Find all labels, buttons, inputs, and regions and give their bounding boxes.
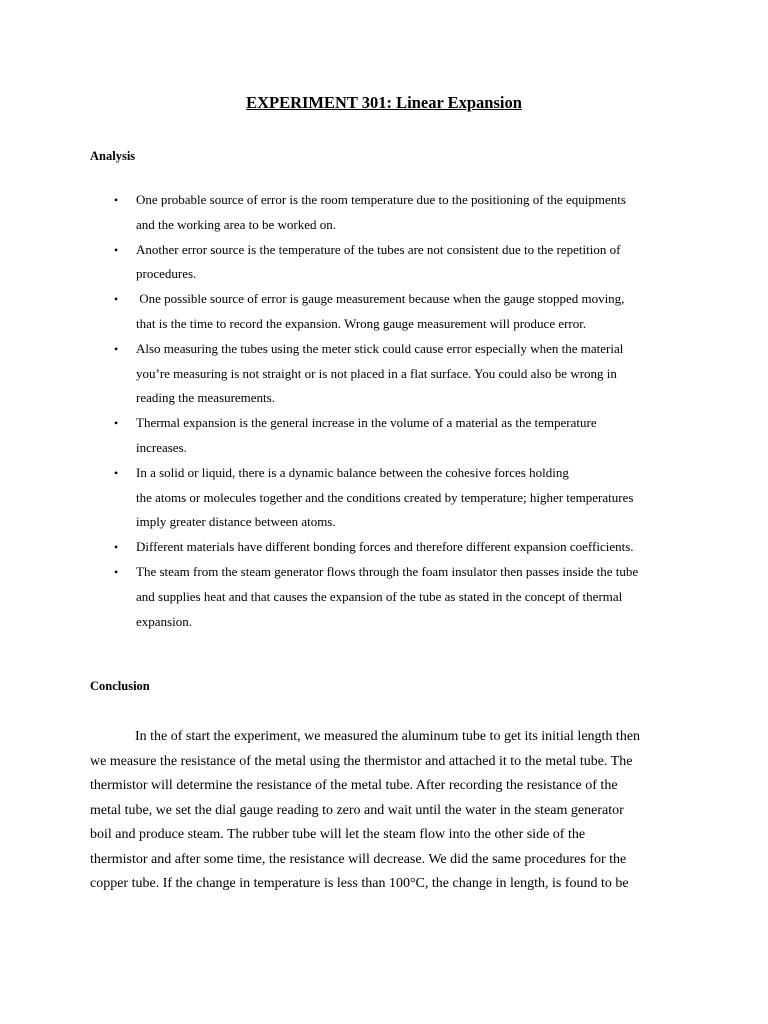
bullet-dot-icon: • <box>114 242 119 257</box>
bullet-text-line: expansion. <box>136 613 192 629</box>
document-title: EXPERIMENT 301: Linear Expansion <box>246 93 522 112</box>
bullet-text-line: Another error source is the temperature of the tubes are not consistent due to the repetition of <box>136 241 621 257</box>
conclusion-text-line: thermistor will determine the resistance of the metal tube. After recording the resistance of the <box>90 778 618 793</box>
conclusion-text-line: boil and produce steam. The rubber tube will let the steam flow into the other side of the <box>90 827 586 842</box>
analysis-bullet-list <box>0 188 768 634</box>
bullet-dot-icon: • <box>114 341 119 356</box>
analysis-bullet <box>0 560 768 634</box>
analysis-bullet <box>0 188 768 238</box>
bullet-text-line: the atoms or molecules together and the conditions created by temperature; higher temperatures <box>136 489 634 505</box>
analysis-bullet <box>0 337 768 411</box>
analysis-bullet <box>0 461 768 535</box>
bullet-text-line: Thermal expansion is the general increase in the volume of a material as the temperature <box>136 415 597 431</box>
bullet-text-line: increases. <box>136 439 187 455</box>
analysis-heading: Analysis <box>90 149 136 163</box>
bullet-text-line: Different materials have different bonding forces and therefore different expansion coefficients. <box>136 539 634 555</box>
bullet-text-line: One probable source of error is the room temperature due to the positioning of the equipments <box>136 192 626 207</box>
bullet-dot-icon: • <box>114 465 119 480</box>
conclusion-text-line: In the of start the experiment, we measured the aluminum tube to get its initial length then <box>135 729 641 744</box>
analysis-bullet <box>0 287 768 337</box>
bullet-text-line: and supplies heat and that causes the expansion of the tube as stated in the concept of thermal <box>136 588 623 604</box>
bullet-text-line: The steam from the steam generator flows through the foam insulator then passes inside the tube <box>136 563 639 579</box>
bullet-text-line: imply greater distance between atoms. <box>136 514 336 530</box>
bullet-text-line: that is the time to record the expansion. Wrong gauge measurement will produce error. <box>136 315 587 331</box>
bullet-dot-icon: • <box>114 564 119 579</box>
bullet-dot-icon: • <box>114 416 119 431</box>
conclusion-text-line: metal tube, we set the dial gauge reading to zero and wait until the water in the steam generator <box>90 802 624 818</box>
bullet-dot-icon: • <box>114 292 119 307</box>
bullet-text-line: In a solid or liquid, there is a dynamic balance between the cohesive forces holding <box>136 464 569 480</box>
conclusion-text-line: we measure the resistance of the metal using the thermistor and attached it to the metal tube. The <box>90 753 633 769</box>
bullet-text-line: procedures. <box>136 266 197 282</box>
bullet-text-line: One possible source of error is gauge measurement because when the gauge stopped moving, <box>136 291 625 307</box>
bullet-dot-icon: • <box>114 193 119 207</box>
bullet-dot-icon: • <box>114 540 119 555</box>
bullet-text-line: reading the measurements. <box>136 390 275 406</box>
analysis-bullet <box>0 535 768 560</box>
bullet-text-line: and the working area to be worked on. <box>136 216 336 232</box>
bullet-text-line: Also measuring the tubes using the meter stick could cause error especially when the material <box>136 340 624 356</box>
analysis-bullet <box>0 238 768 288</box>
conclusion-paragraph <box>90 725 690 897</box>
bullet-text-line: you’re measuring is not straight or is not placed in a flat surface. You could also be wrong in <box>136 365 617 381</box>
conclusion-text-line: thermistor and after some time, the resistance will decrease. We did the same procedures for the <box>90 851 627 867</box>
conclusion-text-line: copper tube. If the change in temperature is less than 100°C, the change in length, is found to be <box>90 876 629 891</box>
analysis-bullet <box>0 411 768 461</box>
conclusion-heading: Conclusion <box>90 679 150 693</box>
